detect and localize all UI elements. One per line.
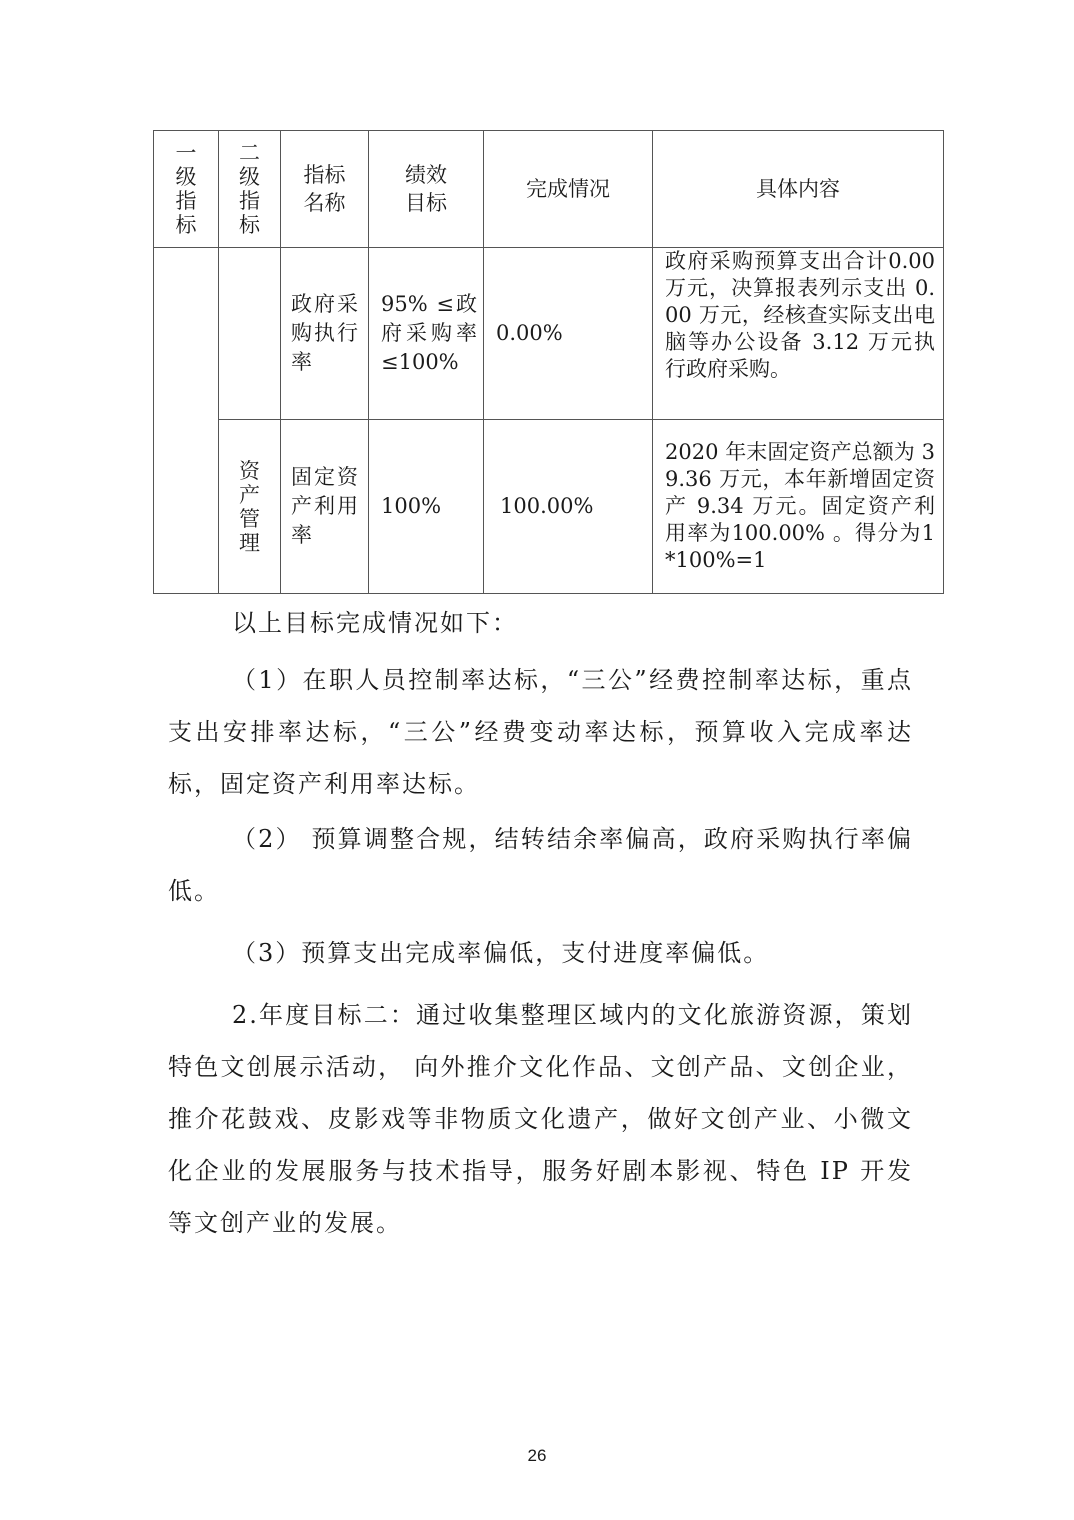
- cell-level2: 资产管理: [219, 420, 281, 594]
- page-number: 26: [527, 1446, 547, 1465]
- table-row: [154, 248, 944, 420]
- header-completion: 完成情况: [484, 131, 653, 248]
- cell-level1: [154, 248, 219, 594]
- summary-item-3: （3）预算支出完成率偏低，支付进度率偏低。: [232, 939, 770, 967]
- cell-level2: [219, 248, 281, 420]
- table-header-row: [154, 131, 944, 248]
- annual-goal-2: 2.年度目标二：通过收集整理区域内的文化旅游资源，策划特色文创展示活动， 向外推介文化作品、文创产品、文创企业，推介花鼓戏、皮影戏等非物质文化遗产，做好文创产业、小微文化企业的发展服务与技术指导，服务好剧本影视、特色 IP 开发等文创产业的发展。: [168, 1001, 913, 1237]
- cell-target: 100%: [369, 420, 484, 594]
- summary-intro: 以上目标完成情况如下：: [232, 609, 518, 637]
- cell-indicator-name: 固定资产利用率: [281, 420, 369, 594]
- cell-target: 95% ≤政府采购率≤100%: [369, 248, 484, 420]
- table-row: [154, 420, 944, 594]
- header-level2: 二级指标: [219, 131, 281, 248]
- cell-completion: 100.00%: [484, 420, 653, 594]
- header-indicator-name: 指标名称: [281, 131, 369, 248]
- cell-content: 政府采购预算支出合计0.00 万元，决算报表列示支出 0.00 万元，经核查实际支出电脑等办公设备 3.12 万元执行政府采购。: [653, 248, 944, 420]
- cell-indicator-name: 政府采购执行率: [281, 248, 369, 420]
- header-performance-target: 绩效目标: [369, 131, 484, 248]
- header-content: 具体内容: [653, 131, 944, 248]
- header-level1: 一级指标: [154, 131, 219, 248]
- performance-indicator-table: [153, 130, 944, 594]
- cell-content: 2020 年末固定资产总额为 39.36 万元，本年新增固定资产 9.34 万元。固定资产利用率为100.00% 。得分为1*100%=1: [653, 420, 944, 594]
- cell-completion: 0.00%: [484, 248, 653, 420]
- summary-item-2: （2） 预算调整合规，结转结余率偏高，政府采购执行率偏低。: [168, 825, 913, 905]
- summary-item-1: （1）在职人员控制率达标，“三公”经费控制率达标，重点支出安排率达标，“三公”经费变动率达标，预算收入完成率达标，固定资产利用率达标。: [168, 666, 913, 798]
